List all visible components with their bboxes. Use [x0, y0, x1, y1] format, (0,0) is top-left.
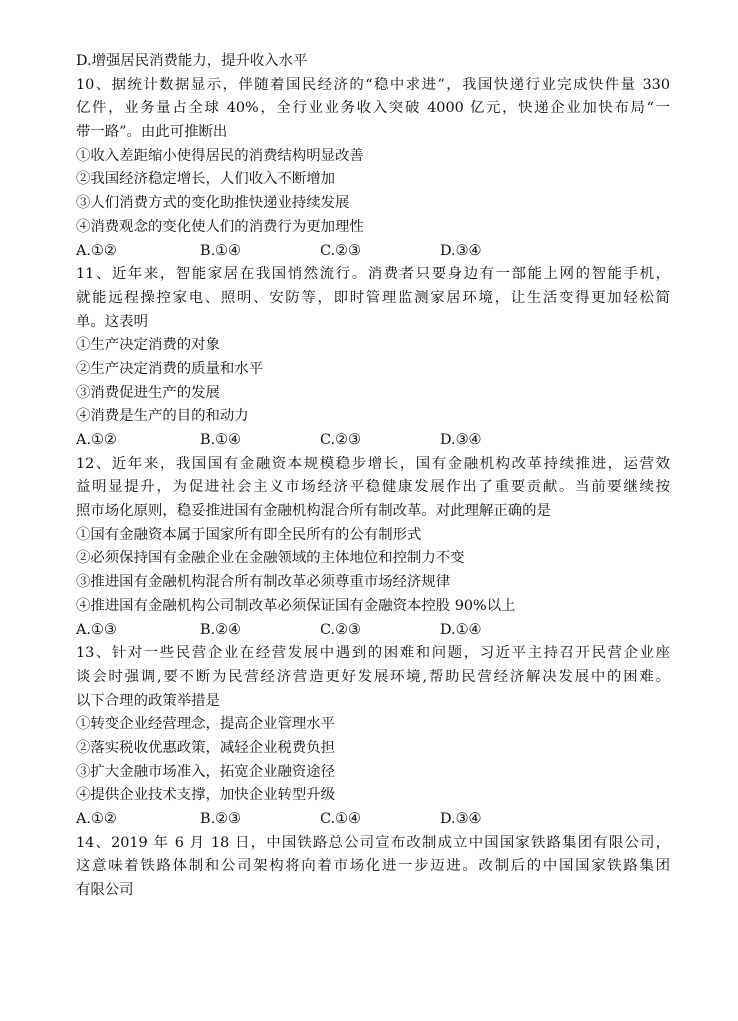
q11-statement-2: ②生产决定消费的质量和水平 — [76, 360, 264, 377]
q11-statement-1: ①生产决定消费的对象 — [76, 337, 220, 354]
q12-options — [76, 619, 670, 643]
question-13 — [76, 642, 670, 832]
q12-option-a: A.①③ — [76, 621, 117, 638]
q10-stem-line-1: 10、据统计数据显示，伴随着国民经济的“稳中求进”，我国快递行业完成快件量 330 — [76, 76, 670, 93]
q12-statement-3: ③推进国有金融机构混合所有制改革必须尊重市场经济规律 — [76, 574, 451, 591]
q13-option-d: D.③④ — [440, 811, 482, 827]
q13-statement-3: ③扩大金融市场准入，拓宽企业融资途径 — [76, 763, 336, 780]
q13-statement-4: ④提供企业技术支撑，加快企业转型升级 — [76, 787, 336, 804]
q10-options — [76, 240, 670, 264]
q10-option-c: C.②③ — [320, 242, 361, 259]
q13-option-a: A.①② — [76, 811, 117, 827]
q11-stem-line-1: 11、近年来，智能家居在我国悄然流行。消费者只要身边有一部能上网的智能手机， — [76, 266, 670, 283]
q9-option-d: D.增强居民消费能力，提升收入水平 — [76, 53, 308, 69]
q11-options — [76, 429, 670, 453]
question-10 — [76, 74, 670, 264]
q10-statement-3: ③人们消费方式的变化助推快递业持续发展 — [76, 195, 350, 212]
q12-stem-line-2: 益明显提升，为促进社会主义市场经济平稳健康发展作出了重要贡献。当前要继续按 — [76, 479, 670, 496]
q11-statement-4: ④消费是生产的目的和动力 — [76, 408, 249, 425]
q10-option-d: D.③④ — [440, 242, 482, 259]
q10-statement-4: ④消费观念的变化使人们的消费行为更加理性 — [76, 218, 364, 235]
q11-stem-line-3: 单。这表明 — [76, 313, 148, 330]
q13-stem-line-1: 13、针对一些民营企业在经营发展中遇到的困难和问题，习近平主持召开民营企业座 — [76, 645, 670, 662]
q13-stem-line-3: 以下合理的政策举措是 — [76, 692, 220, 709]
q13-stem-line-2: 谈会时强调,要不断为民营经济营造更好发展环境,帮助民营经济解决发展中的困难。 — [76, 668, 670, 685]
question-12 — [76, 453, 670, 643]
q13-statement-1: ①转变企业经营理念，提高企业管理水平 — [76, 716, 336, 733]
q11-statement-3: ③消费促进生产的发展 — [76, 384, 220, 401]
q12-statement-4: ④推进国有金融机构公司制改革必须保证国有金融资本控股 90%以上 — [76, 597, 516, 614]
q10-statement-2: ②我国经济稳定增长，人们收入不断增加 — [76, 171, 336, 188]
q13-option-c: C.①④ — [320, 811, 361, 827]
q12-stem-line-3: 照市场化原则，稳妥推进国有金融机构混合所有制改革。对此理解正确的是 — [76, 503, 551, 520]
q10-stem-line-2: 亿件，业务量占全球 40%，全行业业务收入突破 4000 亿元，快递企业加快布局“一 — [76, 100, 670, 117]
question-14 — [76, 832, 670, 903]
q12-statement-2: ②必须保持国有金融企业在金融领域的主体地位和控制力不变 — [76, 550, 465, 567]
q14-stem-line-3: 有限公司 — [76, 882, 134, 899]
q10-statement-1: ①收入差距缩小使得居民的消费结构明显改善 — [76, 147, 364, 164]
q11-option-a: A.①② — [76, 432, 117, 448]
q12-stem-line-1: 12、近年来，我国国有金融资本规模稳步增长，国有金融机构改革持续推进，运营效 — [76, 455, 670, 472]
q12-option-b: B.②④ — [200, 621, 241, 638]
q13-option-b: B.②③ — [200, 811, 241, 827]
q11-option-b: B.①④ — [200, 432, 241, 448]
q12-option-d: D.①④ — [440, 621, 482, 638]
q13-statement-2: ②落实税收优惠政策，减轻企业税费负担 — [76, 739, 336, 756]
q14-stem-line-1: 14、2019 年 6 月 18 日，中国铁路总公司宣布改制成立中国国家铁路集团有限公司， — [76, 834, 670, 851]
q10-option-b: B.①④ — [200, 242, 241, 259]
q11-option-d: D.③④ — [440, 432, 482, 448]
q11-stem-line-2: 就能远程操控家电、照明、安防等，即时管理监测家居环境，让生活变得更加轻松简 — [76, 289, 670, 306]
q12-option-c: C.②③ — [320, 621, 361, 638]
q11-option-c: C.②③ — [320, 432, 361, 448]
q12-statement-1: ①国有金融资本属于国家所有即全民所有的公有制形式 — [76, 526, 422, 543]
q13-options — [76, 808, 670, 832]
q14-stem-line-2: 这意味着铁路体制和公司架构将向着市场化进一步迈进。改制后的中国国家铁路集团 — [76, 858, 670, 875]
q10-stem-line-3: 带一路”。由此可推断出 — [76, 124, 228, 141]
question-11 — [76, 263, 670, 453]
q10-option-a: A.①② — [76, 242, 117, 259]
